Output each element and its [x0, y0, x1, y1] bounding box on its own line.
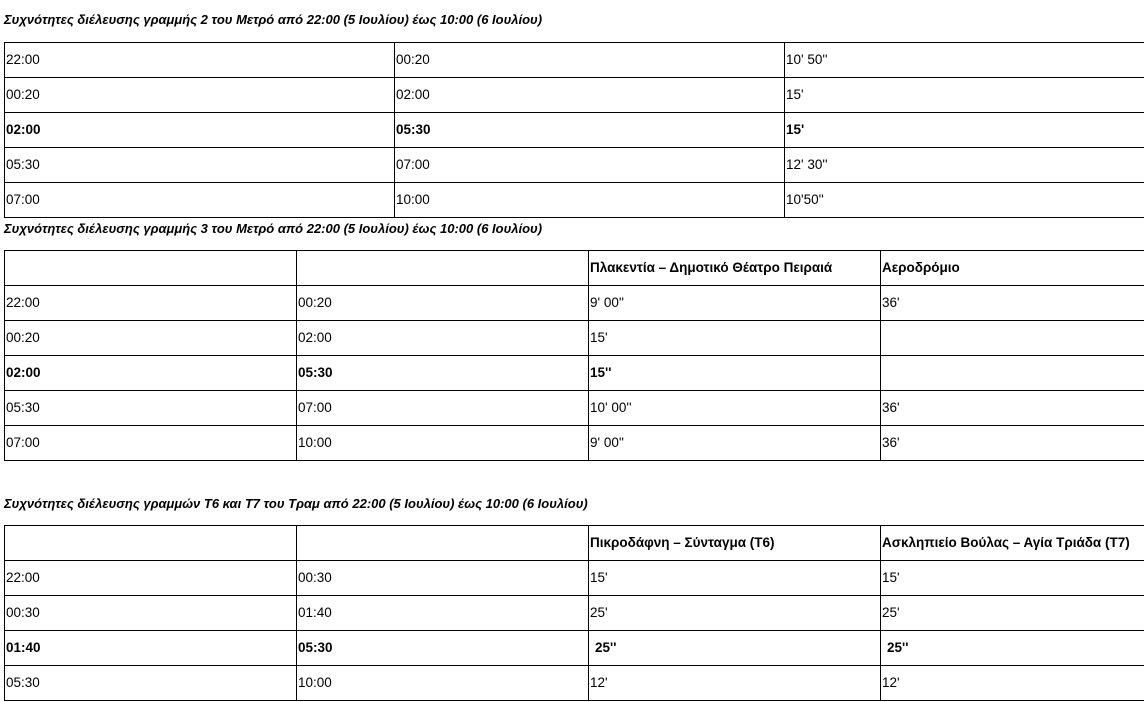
table-row: [5, 426, 1144, 461]
table-cell: 05:30: [297, 356, 589, 391]
table-cell: 10:00: [297, 426, 589, 461]
table-cell: 9' 00'': [589, 426, 881, 461]
table-cell: 00:30: [297, 561, 589, 596]
table-cell: 12' 30'': [785, 148, 1144, 183]
table-cell: 25': [589, 596, 881, 631]
table-header-cell: [5, 251, 297, 286]
metro-line-3-table: [4, 250, 1144, 461]
section-1-title: Συχνότητες διέλευσης γραμμής 2 του Μετρό από 22:00 (5 Ιουλίου) έως 10:00 (6 Ιουλίου): [4, 12, 543, 27]
table-cell: 10'50'': [785, 183, 1144, 218]
table-cell: 25'': [881, 631, 1144, 666]
table-cell: 00:20: [297, 286, 589, 321]
table-cell: 25': [881, 596, 1144, 631]
table-cell: 10:00: [297, 666, 589, 701]
table-header-row: [5, 251, 1144, 286]
table-cell: 01:40: [5, 631, 297, 666]
table-cell: 22:00: [5, 286, 297, 321]
table-header-cell: Ασκληπιείο Βούλας – Αγία Τριάδα (Τ7): [881, 526, 1144, 561]
table-row: [5, 43, 1144, 78]
table-header-cell: Πικροδάφνη – Σύνταγμα (Τ6): [589, 526, 881, 561]
table-cell: 36': [881, 426, 1144, 461]
metro-line-2-table: [4, 42, 1144, 218]
table-row: [5, 391, 1144, 426]
table-row: [5, 321, 1144, 356]
table-cell: 05:30: [395, 113, 785, 148]
table-cell: 07:00: [5, 426, 297, 461]
table-header-cell: [5, 526, 297, 561]
table-cell: 05:30: [5, 148, 395, 183]
table-row: [5, 148, 1144, 183]
section-3-title: Συχνότητες διέλευσης γραμμών Τ6 και Τ7 του Τραμ από 22:00 (5 Ιουλίου) έως 10:00 (6 Ιουλίου): [4, 496, 588, 511]
table-cell: 00:20: [395, 43, 785, 78]
table-cell: 25'': [589, 631, 881, 666]
table-cell: 15': [785, 78, 1144, 113]
table-cell: 10:00: [395, 183, 785, 218]
table-cell: [881, 356, 1144, 391]
table-cell: 05:30: [5, 666, 297, 701]
table-cell: 15': [785, 113, 1144, 148]
table-row: [5, 78, 1144, 113]
table-header-cell: [297, 526, 589, 561]
table-cell: 02:00: [297, 321, 589, 356]
table-header-cell: Αεροδρόμιο: [881, 251, 1144, 286]
table-cell: 10' 50'': [785, 43, 1144, 78]
table-row: [5, 631, 1144, 666]
table-cell: 22:00: [5, 561, 297, 596]
table-cell: 10' 00'': [589, 391, 881, 426]
table-cell: 12': [589, 666, 881, 701]
table-cell: 02:00: [5, 356, 297, 391]
table-row: [5, 666, 1144, 701]
table-cell: 15'': [589, 356, 881, 391]
table-cell: 00:20: [5, 78, 395, 113]
table-row: [5, 113, 1144, 148]
table-row: [5, 183, 1144, 218]
table-cell: 05:30: [297, 631, 589, 666]
table-cell: 9' 00'': [589, 286, 881, 321]
section-2-title: Συχνότητες διέλευσης γραμμής 3 του Μετρό από 22:00 (5 Ιουλίου) έως 10:00 (6 Ιουλίου): [4, 221, 543, 236]
table-cell: 36': [881, 391, 1144, 426]
table-cell: 12': [881, 666, 1144, 701]
table-header-cell: Πλακεντία – Δημοτικό Θέατρο Πειραιά: [589, 251, 881, 286]
table-header-cell: [297, 251, 589, 286]
table-row: [5, 561, 1144, 596]
table-cell: 05:30: [5, 391, 297, 426]
table-cell: 07:00: [395, 148, 785, 183]
table-cell: 07:00: [297, 391, 589, 426]
tram-t6-t7-table: [4, 525, 1144, 701]
table-cell: 36': [881, 286, 1144, 321]
table-header-row: [5, 526, 1144, 561]
table-cell: 22:00: [5, 43, 395, 78]
table-cell: 15': [881, 561, 1144, 596]
table-row: [5, 596, 1144, 631]
table-cell: 00:30: [5, 596, 297, 631]
table-cell: 02:00: [395, 78, 785, 113]
table-cell: 00:20: [5, 321, 297, 356]
table-row: [5, 286, 1144, 321]
table-cell: [881, 321, 1144, 356]
table-cell: 01:40: [297, 596, 589, 631]
table-row: [5, 356, 1144, 391]
table-cell: 15': [589, 561, 881, 596]
table-cell: 02:00: [5, 113, 395, 148]
table-cell: 07:00: [5, 183, 395, 218]
table-cell: 15': [589, 321, 881, 356]
